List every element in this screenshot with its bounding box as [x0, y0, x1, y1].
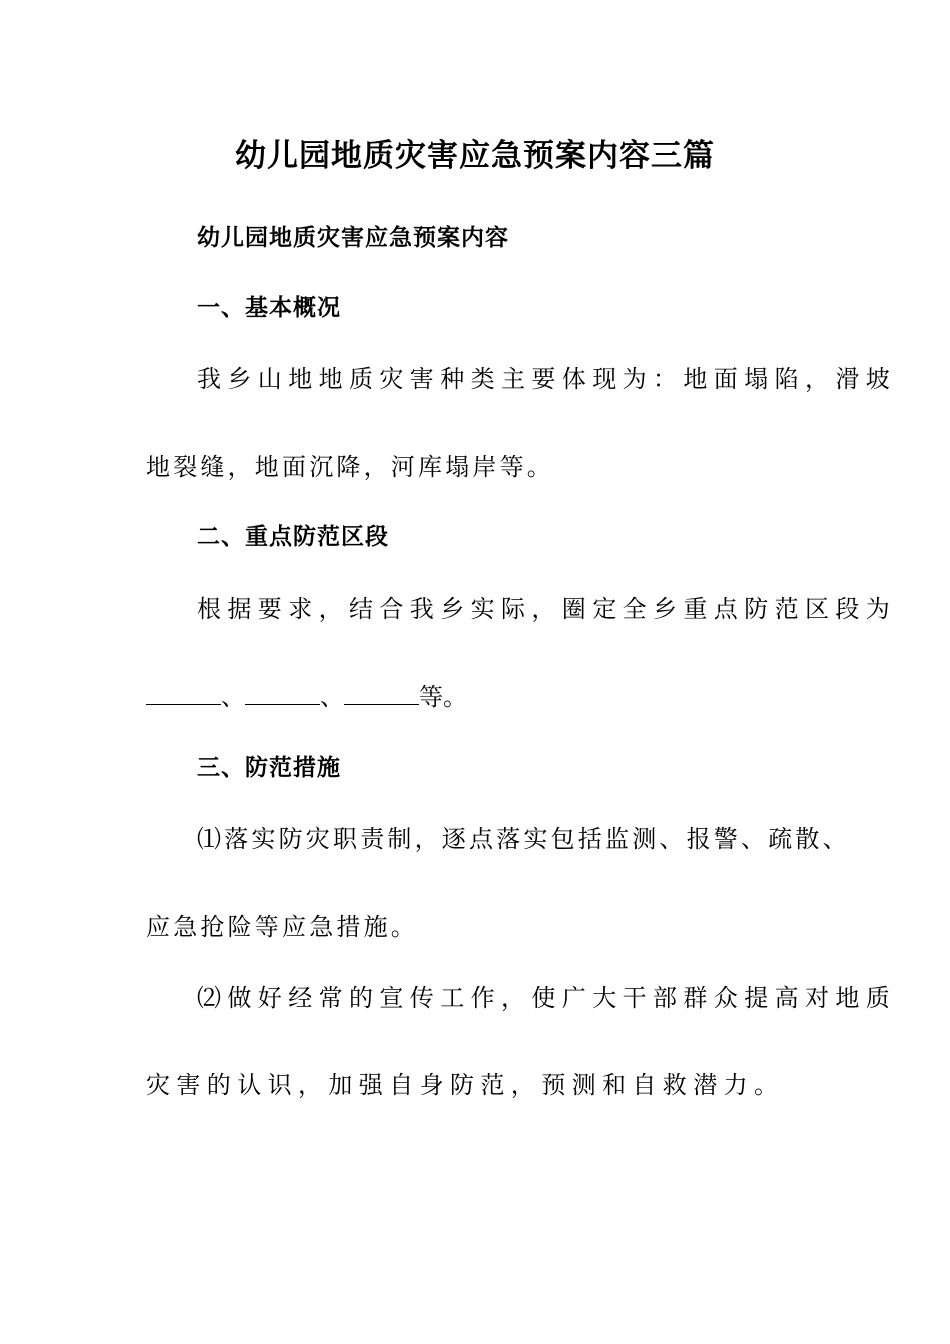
blank-suffix: 等。 [419, 683, 467, 711]
document-title: 幼儿园地质灾害应急预案内容三篇 [235, 138, 715, 174]
section-heading-basic-overview: 一、基本概况 [197, 295, 341, 321]
paragraph-line: ⑴落实防灾职责制，逐点落实包括监测、报警、疏散、 [197, 825, 850, 853]
section-heading-measures: 三、防范措施 [197, 755, 341, 781]
paragraph-line: 地裂缝，地面沉降，河库塌岸等。 [146, 453, 554, 481]
paragraph-line: ⑵做好经常的宣传工作，使广大干部群众提高对地质 [197, 984, 897, 1012]
fill-in-blanks-line [146, 680, 467, 714]
blank-separator: 、 [221, 683, 245, 711]
paragraph-line: 我乡山地地质灾害种类主要体现为：地面塌陷，滑坡 [197, 365, 897, 393]
blank-underline [146, 684, 221, 705]
paragraph-line: 灾害的认识，加强自身防范，预测和自救潜力。 [146, 1071, 785, 1099]
paragraph-line: 应急抢险等应急措施。 [146, 913, 418, 941]
blank-separator: 、 [320, 683, 344, 711]
document-subtitle: 幼儿园地质灾害应急预案内容 [197, 225, 509, 251]
paragraph-line: 根据要求，结合我乡实际，圈定全乡重点防范区段为 [197, 595, 897, 623]
blank-underline [344, 684, 419, 705]
blank-underline [245, 684, 320, 705]
section-heading-key-areas: 二、重点防范区段 [197, 524, 389, 550]
